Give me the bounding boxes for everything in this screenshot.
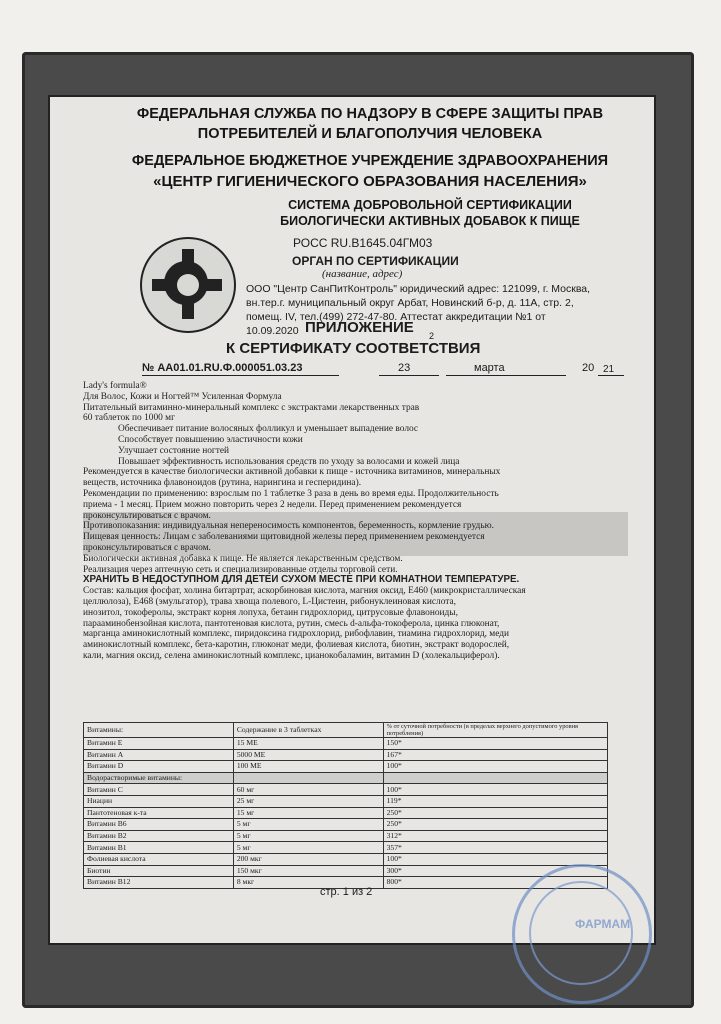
table-cell-name: Витамин В6 xyxy=(84,819,234,831)
table-cell-percent: 150* xyxy=(383,738,607,750)
table-cell-name: Водорастворимые витамины: xyxy=(84,772,234,784)
table-cell-amount: 15 МЕ xyxy=(233,738,383,750)
certification-seal-icon xyxy=(140,237,236,333)
organ-subtitle: (название, адрес) xyxy=(322,268,403,280)
body-line-1: Lady's formula® xyxy=(83,381,147,391)
table-cell-amount: 5 мг xyxy=(233,842,383,854)
header-line-3: ФЕДЕРАЛЬНОЕ БЮДЖЕТНОЕ УЧРЕЖДЕНИЕ ЗДРАВООХРАНЕНИЯ xyxy=(131,153,609,169)
stamp-text: ФАРМАМ xyxy=(575,917,631,931)
cert-number-underline xyxy=(142,375,339,376)
table-cell-percent: 167* xyxy=(383,749,607,761)
body-line-13: проконсультироваться с врачом. xyxy=(83,510,211,521)
body-line-4: 60 таблеток по 1000 мг xyxy=(83,413,175,424)
body-line-2: Для Волос, Кожи и Ногтей™ Усиленная Формула xyxy=(83,391,282,402)
header-line-6: БИОЛОГИЧЕСКИ АКТИВНЫХ ДОБАВОК К ПИЩЕ xyxy=(280,214,580,228)
table-header-cell: Содержание в 3 таблетках xyxy=(233,723,383,738)
body-line-8: Повышает эффективность использования средств по уходу за волосами и кожей лица xyxy=(118,456,460,467)
body-line-17: Биологически активная добавка к пище. Не является лекарственным средством. xyxy=(83,553,403,564)
table-cell-name: Биотин xyxy=(84,865,234,877)
body-line-22: инозитол, токоферолы, экстракт корня лопуха, бетаин гидрохлорид, цитрусовые флавоноиды, xyxy=(83,607,458,618)
table-cell-amount: 60 мг xyxy=(233,784,383,796)
page-number: стр. 1 из 2 xyxy=(320,886,373,898)
table-cell-amount: 5 мг xyxy=(233,819,383,831)
certificate-number: № АА01.01.RU.Ф.000051.03.23 xyxy=(142,362,303,374)
table-cell-percent: 250* xyxy=(383,819,607,831)
table-cell-name: Витамин В2 xyxy=(84,830,234,842)
table-row xyxy=(84,761,608,773)
table-row xyxy=(84,853,608,865)
table-row xyxy=(84,772,608,784)
table-cell-name: Пантотеновая к-та xyxy=(84,807,234,819)
date-year-suffix: 21 xyxy=(603,364,615,375)
table-cell-amount: 8 мкг xyxy=(233,877,383,889)
body-line-24: марганца аминокислотный комплекс, пиридоксина гидрохлорид, рибофлавин, тиамина гидрохлорид, меди xyxy=(83,629,510,640)
table-cell-name: Витамин В12 xyxy=(84,877,234,889)
product-description xyxy=(83,381,628,662)
annex-number: 2 xyxy=(429,331,435,341)
body-line-25: аминокислотный комплекс, бета-каротин, глюконат меди, фолиевая кислота, биотин, экстракт водорослей, xyxy=(83,640,510,651)
body-line-6: Способствует повышению эластичности кожи xyxy=(118,434,303,445)
body-line-12: приема - 1 месяц. Прием можно повторить через 2 недели. Перед применением рекомендуется xyxy=(83,499,462,510)
body-line-23: парааминобензойная кислота, пантотеновая кислота, рутин, смесь d-альфа-токоферола, цинка глюконат, xyxy=(83,618,500,629)
table-row xyxy=(84,795,608,807)
table-cell-percent: 800* xyxy=(383,877,607,889)
table-cell-percent: 300* xyxy=(383,865,607,877)
body-line-20: Состав: кальция фосфат, холина битартрат, аскорбиновая кислота, магния оксид, Е460 (микрокристаллическая xyxy=(83,586,526,597)
table-cell-name: Витамин D xyxy=(84,761,234,773)
table-cell-percent: 357* xyxy=(383,842,607,854)
storage-warning: ХРАНИТЬ В НЕДОСТУПНОМ ДЛЯ ДЕТЕЙ СУХОМ МЕСТЕ ПРИ КОМНАТНОЙ ТЕМПЕРАТУРЕ. xyxy=(83,575,520,586)
table-cell-amount: 25 мг xyxy=(233,795,383,807)
table-cell-name: Витамин В1 xyxy=(84,842,234,854)
table-cell-name: Витамин С xyxy=(84,784,234,796)
table-row xyxy=(84,784,608,796)
body-line-10: веществ, источника флавоноидов (рутина, нарингина и гесперидина). xyxy=(83,478,362,489)
annex-subtitle: К СЕРТИФИКАТУ СООТВЕТСТВИЯ xyxy=(226,340,481,357)
table-cell-percent: 119* xyxy=(383,795,607,807)
body-line-18: Реализация через аптечную сеть и специализированные отделы торговой сети. xyxy=(83,564,398,575)
annex-title: ПРИЛОЖЕНИЕ xyxy=(305,319,414,336)
table-cell-amount: 15 мг xyxy=(233,807,383,819)
organ-address-3: помещ. IV, тел.(499) 272-47-80. Аттестат аккредитации №1 от xyxy=(246,311,546,323)
body-line-11: Рекомендации по применению: взрослым по 1 таблетке 3 раза в день во время еды. Продолжительность xyxy=(83,488,499,499)
table-row xyxy=(84,738,608,750)
table-cell-amount: 5 мг xyxy=(233,830,383,842)
table-row xyxy=(84,807,608,819)
date-day: 23 xyxy=(398,362,411,374)
header-line-2: ПОТРЕБИТЕЛЕЙ И БЛАГОПОЛУЧИЯ ЧЕЛОВЕКА xyxy=(197,126,543,142)
table-header-cell: % от суточной потребности (в пределах верхнего допустимого уровня потребления) xyxy=(383,723,607,738)
table-row xyxy=(84,865,608,877)
table-cell-name: Витамин А xyxy=(84,749,234,761)
table-cell-amount: 100 МЕ xyxy=(233,761,383,773)
vitamins-table xyxy=(83,722,608,889)
table-row xyxy=(84,842,608,854)
organ-title: ОРГАН ПО СЕРТИФИКАЦИИ xyxy=(292,254,459,268)
body-line-21: целлюлоза), Е468 (эмульгатор), трава хвоща полевого, L-Цистеин, рибонуклеиновая кислота, xyxy=(83,596,456,607)
day-underline xyxy=(379,375,439,376)
header-line-4: «ЦЕНТР ГИГИЕНИЧЕСКОГО ОБРАЗОВАНИЯ НАСЕЛЕНИЯ» xyxy=(153,173,587,190)
body-line-26: кали, магния оксид, селена аминокислотный комплекс, цианокобаламин, витамин D (холекальциферол). xyxy=(83,650,500,661)
registration-number: РОСС RU.B1645.04ГМ03 xyxy=(293,236,433,250)
table-cell-percent: 100* xyxy=(383,853,607,865)
year-underline xyxy=(598,375,624,376)
table-cell-amount: 200 мкг xyxy=(233,853,383,865)
table-row xyxy=(84,749,608,761)
table-cell-amount xyxy=(233,772,383,784)
pharmacy-stamp xyxy=(512,864,652,1004)
table-row xyxy=(84,830,608,842)
table-cell-percent: 250* xyxy=(383,807,607,819)
table-row xyxy=(84,819,608,831)
date-year-prefix: 20 xyxy=(582,362,595,374)
body-line-15: Пищевая ценность: Лицам с заболеваниями щитовидной железы перед применением рекомендуется xyxy=(83,532,485,543)
header-line-5: СИСТЕМА ДОБРОВОЛЬНОЙ СЕРТИФИКАЦИИ xyxy=(288,198,572,212)
table-cell-amount: 5000 МЕ xyxy=(233,749,383,761)
organ-address-1: ООО "Центр СанПитКонтроль" юридический адрес: 121099, г. Москва, xyxy=(246,283,591,295)
table-cell-percent: 100* xyxy=(383,761,607,773)
table-cell-name: Фолиевая кислота xyxy=(84,853,234,865)
table-cell-percent: 312* xyxy=(383,830,607,842)
organ-address-4: 10.09.2020 xyxy=(246,325,299,337)
header-line-1: ФЕДЕРАЛЬНАЯ СЛУЖБА ПО НАДЗОРУ В СФЕРЕ ЗАЩИТЫ ПРАВ xyxy=(136,106,604,122)
body-line-5: Обеспечивает питание волосяных фолликул и уменьшает выпадение волос xyxy=(118,424,419,435)
table-cell-percent: 100* xyxy=(383,784,607,796)
table-cell-percent xyxy=(383,772,607,784)
body-line-16: проконсультироваться с врачом. xyxy=(83,542,211,553)
table-header-cell: Витамины: xyxy=(84,723,234,738)
body-line-7: Улучшает состояние ногтей xyxy=(118,445,230,456)
table-header-row xyxy=(84,723,608,738)
body-line-9: Рекомендуется в качестве биологически активной добавки к пище - источника витаминов, минеральных xyxy=(83,467,501,478)
date-month: марта xyxy=(474,362,505,374)
organ-address-2: вн.тер.г. муниципальный округ Арбат, Новинский б-р, д. 11А, стр. 2, xyxy=(246,297,574,309)
table-cell-name: Витамин Е xyxy=(84,738,234,750)
body-line-14: Противопоказания: индивидуальная непереносимость компонентов, беременность, кормление грудью. xyxy=(83,521,494,532)
month-underline xyxy=(446,375,566,376)
table-cell-amount: 150 мкг xyxy=(233,865,383,877)
table-cell-name: Ниацин xyxy=(84,795,234,807)
body-line-3: Питательный витаминно-минеральный комплекс с экстрактами лекарственных трав xyxy=(83,402,420,413)
